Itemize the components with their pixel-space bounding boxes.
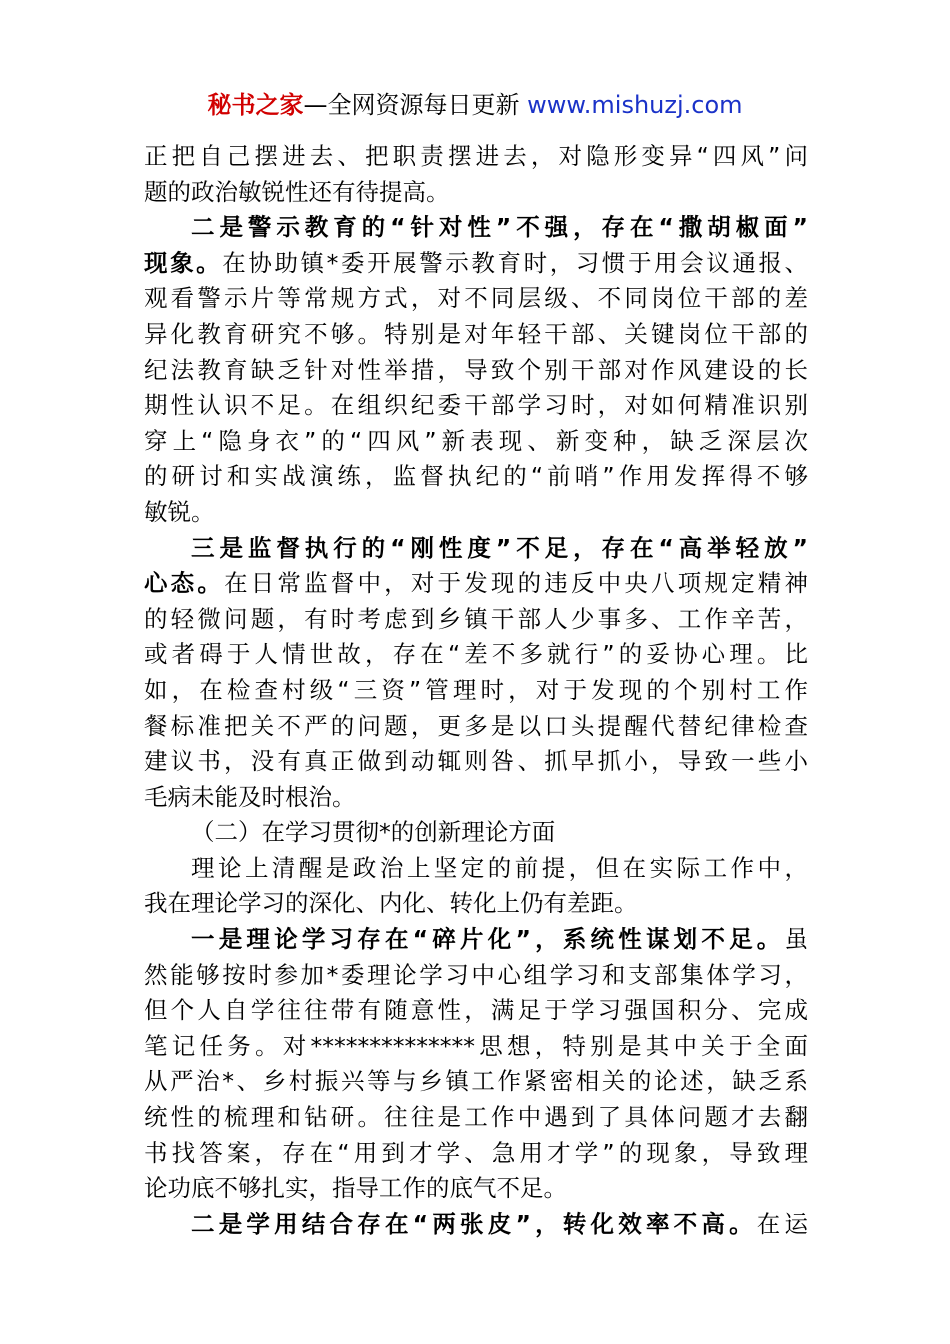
text-segment: 纪法教育缺乏针对性举措，导致个别干部对作风建设的长 <box>144 355 808 384</box>
text-line <box>144 744 808 780</box>
text-line <box>144 424 808 460</box>
text-line <box>144 175 808 211</box>
text-segment: 正把自己摆进去、把职责摆进去，对隐形变异“四风”问 <box>144 142 808 170</box>
text-line <box>144 1100 808 1136</box>
text-line <box>144 673 808 709</box>
text-line <box>144 459 808 495</box>
text-segment: 从严治*、乡村振兴等与乡镇工作紧密相关的论述，缺乏系 <box>144 1067 808 1096</box>
text-segment: 理论上清醒是政治上坚定的前提，但在实际工作中， <box>191 853 808 882</box>
header-brand: 秘书之家 <box>207 91 304 119</box>
text-line <box>144 353 808 389</box>
text-line <box>144 495 808 531</box>
text-line <box>144 1029 808 1065</box>
text-segment: 观看警示片等常规方式，对不同层级、不同岗位干部的差 <box>144 284 808 313</box>
text-line <box>144 922 808 958</box>
text-segment: 论功底不够扎实，指导工作的底气不足。 <box>144 1174 567 1203</box>
text-line <box>144 815 808 851</box>
text-segment: 的轻微问题，有时考虑到乡镇干部人少事多、工作辛苦， <box>144 604 808 633</box>
bold-text-segment: 一是理论学习存在“碎片化”，系统性谋划不足。 <box>191 925 785 954</box>
text-segment: 在运 <box>756 1209 808 1238</box>
text-segment: 在协助镇*委开展警示教育时，习惯于用会议通报、 <box>222 248 808 277</box>
text-segment: 我在理论学习的深化、内化、转化上仍有差距。 <box>144 889 638 918</box>
bold-text-segment: 现象。 <box>144 248 223 277</box>
text-segment: 毛病未能及时根治。 <box>144 782 356 811</box>
text-segment: 穿上“隐身衣”的“四风”新表现、新变种，缺乏深层次 <box>144 426 808 455</box>
text-segment: 餐标准把关不严的问题，更多是以口头提醒代替纪律检查 <box>144 711 808 740</box>
text-segment: 然能够按时参加*委理论学习中心组学习和支部集体学习， <box>144 960 808 989</box>
text-segment: 题的政治敏锐性还有待提高。 <box>144 177 450 206</box>
header-url-link[interactable]: www.mishuzj.com <box>527 91 743 119</box>
text-segment: 的研讨和实战演练，监督执纪的“前哨”作用发挥得不够 <box>144 462 808 491</box>
text-line <box>144 281 808 317</box>
text-line <box>144 566 808 602</box>
text-segment: 如，在检查村级“三资”管理时，对于发现的个别村工作 <box>144 675 808 704</box>
text-line <box>144 139 808 175</box>
bold-text-segment: 心态。 <box>144 569 225 598</box>
text-segment: 在日常监督中，对于发现的违反中央八项规定精神 <box>224 569 808 598</box>
text-segment: 但个人自学往往带有随意性，满足于学习强国积分、完成 <box>144 996 808 1025</box>
document-body <box>144 139 808 1242</box>
text-segment: 虽 <box>784 925 808 954</box>
text-line <box>144 780 808 816</box>
text-segment: 期性认识不足。在组织纪委干部学习时，对如何精准识别 <box>144 391 808 420</box>
text-line <box>144 1207 808 1243</box>
bold-text-segment: 三是监督执行的“刚性度”不足，存在“高举轻放” <box>191 533 808 562</box>
text-segment: 笔记任务。对**************思想，特别是其中关于全面 <box>144 1031 808 1060</box>
text-line <box>144 886 808 922</box>
text-segment: （二）在学习贯彻*的创新理论方面 <box>191 818 556 847</box>
text-line <box>144 1064 808 1100</box>
text-segment: 建议书，没有真正做到动辄则咎、抓早抓小，导致一些小 <box>144 747 808 776</box>
text-line <box>144 602 808 638</box>
text-line <box>144 317 808 353</box>
text-segment: 敏锐。 <box>144 497 215 526</box>
text-segment: 或者碍于人情世故，存在“差不多就行”的妥协心理。比 <box>144 640 808 669</box>
text-line <box>144 709 808 745</box>
text-line <box>144 958 808 994</box>
text-segment: 统性的梳理和钻研。往往是工作中遇到了具体问题才去翻 <box>144 1103 808 1132</box>
text-line <box>144 993 808 1029</box>
text-line <box>144 1171 808 1207</box>
bold-text-segment: 二是警示教育的“针对性”不强，存在“撒胡椒面” <box>191 213 808 242</box>
text-line <box>144 531 808 567</box>
header-tagline: —全网资源每日更新 <box>303 91 528 119</box>
bold-text-segment: 二是学用结合存在“两张皮”，转化效率不高。 <box>191 1209 757 1238</box>
text-line <box>144 851 808 887</box>
text-line <box>144 246 808 282</box>
text-line <box>144 637 808 673</box>
text-line <box>144 210 808 246</box>
page-header <box>0 88 950 122</box>
text-line <box>144 388 808 424</box>
text-segment: 书找答案，存在“用到才学、急用才学”的现象，导致理 <box>144 1138 808 1167</box>
text-segment: 异化教育研究不够。特别是对年轻干部、关键岗位干部的 <box>144 319 808 348</box>
text-line <box>144 1136 808 1172</box>
